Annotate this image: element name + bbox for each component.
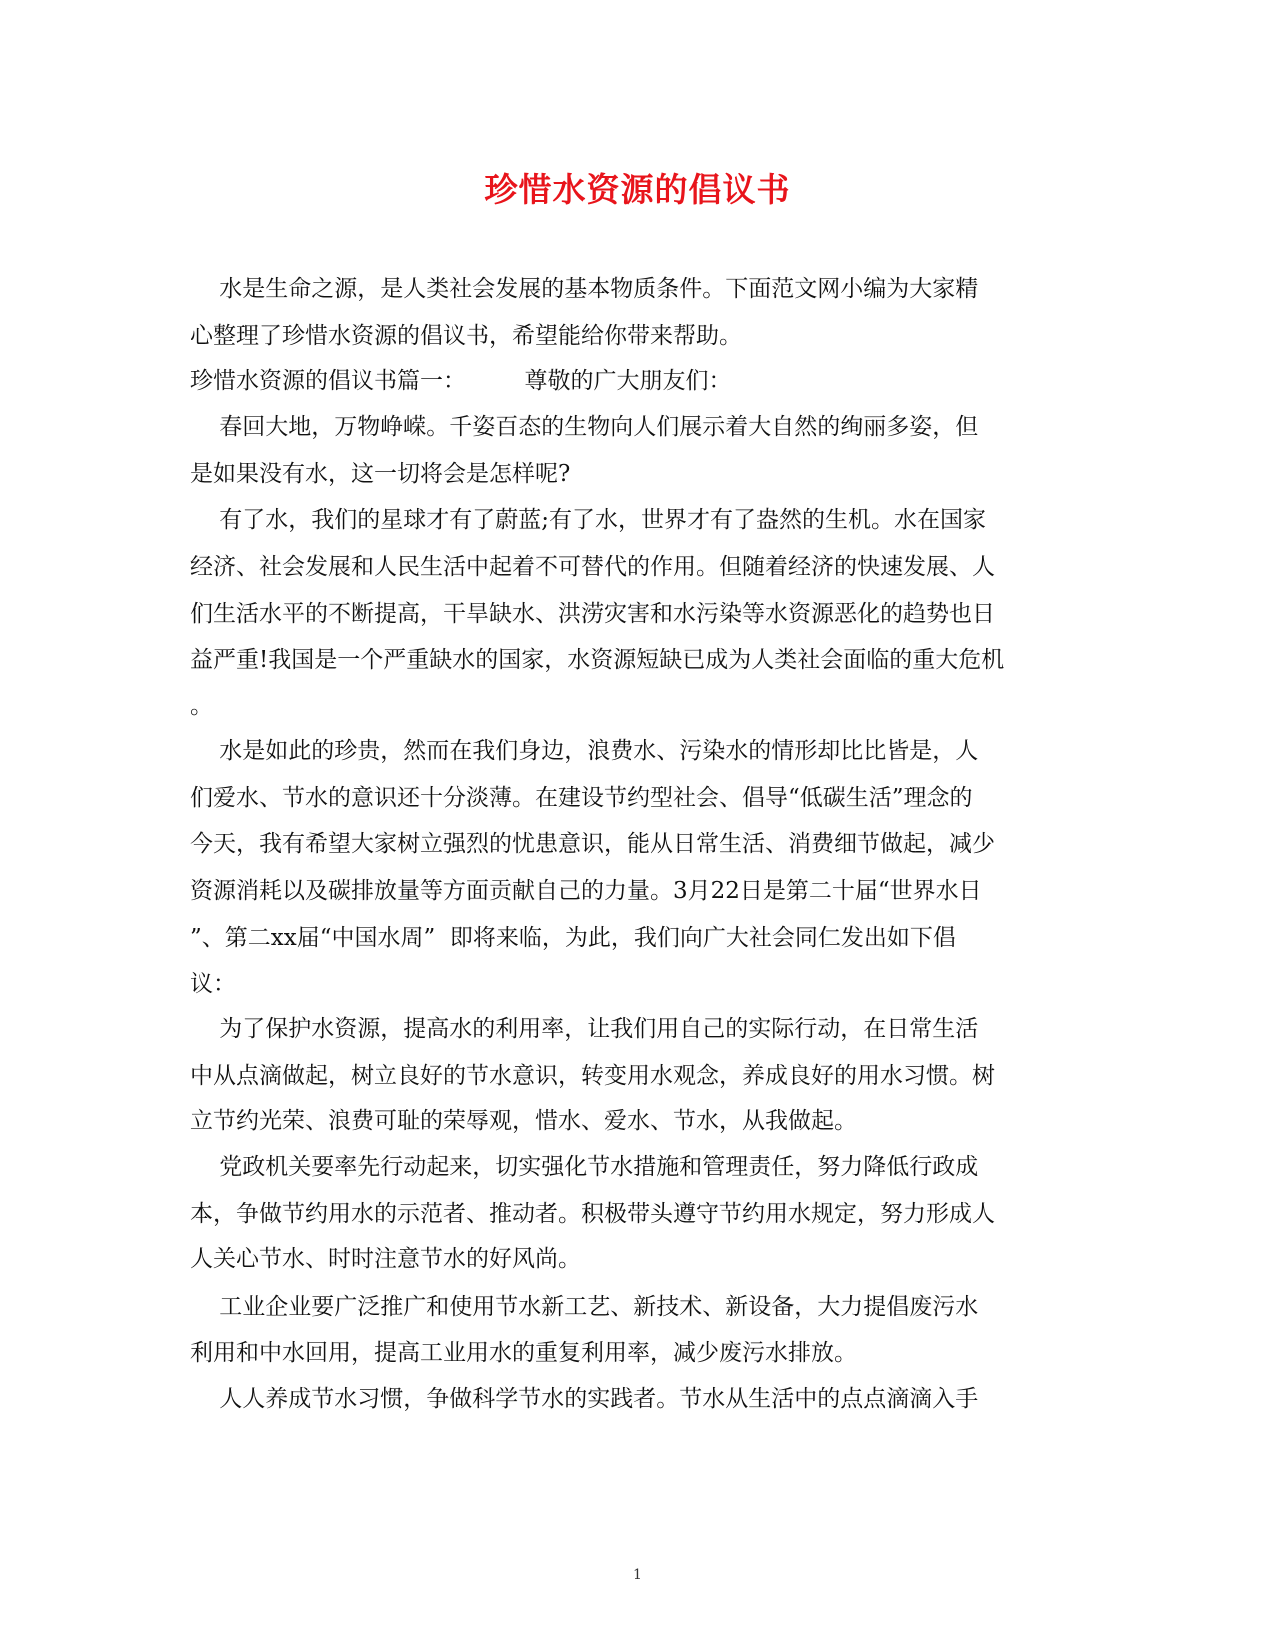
body-line: 水是生命之源，是人类社会发展的基本物质条件。下面范文网小编为大家精 bbox=[190, 276, 979, 302]
body-line: 人关心节水、时时注意节水的好风尚。 bbox=[190, 1246, 581, 1272]
body-line: 今天，我有希望大家树立强烈的忧患意识，能从日常生活、消费细节做起，减少 bbox=[190, 831, 995, 857]
body-line: 人人养成节水习惯，争做科学节水的实践者。节水从生活中的点点滴滴入手 bbox=[190, 1386, 979, 1412]
body-line: 中从点滴做起，树立良好的节水意识，转变用水观念，养成良好的用水习惯。树 bbox=[190, 1063, 995, 1089]
body-line: ”、第二xx届“中国水周” 即将来临，为此，我们向广大社会同仁发出如下倡 bbox=[190, 925, 956, 951]
body-line: 们生活水平的不断提高，干旱缺水、洪涝灾害和水污染等水资源恶化的趋势也日 bbox=[190, 601, 995, 627]
body-line: 工业企业要广泛推广和使用节水新工艺、新技术、新设备，大力提倡废污水 bbox=[190, 1294, 979, 1320]
body-line: 珍惜水资源的倡议书篇一： 尊敬的广大朋友们： bbox=[190, 368, 732, 394]
body-line: 益严重!我国是一个严重缺水的国家，水资源短缺已成为人类社会面临的重大危机 bbox=[190, 647, 1005, 673]
body-line: 是如果没有水，这一切将会是怎样呢? bbox=[190, 461, 571, 487]
body-line: 党政机关要率先行动起来，切实强化节水措施和管理责任，努力降低行政成 bbox=[190, 1154, 979, 1180]
body-line: 水是如此的珍贵，然而在我们身边，浪费水、污染水的情形却比比皆是，人 bbox=[190, 738, 979, 764]
body-line: 本，争做节约用水的示范者、推动者。积极带头遵守节约用水规定，努力形成人 bbox=[190, 1201, 995, 1227]
body-line: 利用和中水回用，提高工业用水的重复利用率，减少废污水排放。 bbox=[190, 1340, 857, 1366]
body-line: 为了保护水资源，提高水的利用率，让我们用自己的实际行动，在日常生活 bbox=[190, 1016, 979, 1042]
page-number: 1 bbox=[633, 1567, 642, 1583]
body-line: 春回大地，万物峥嵘。千姿百态的生物向人们展示着大自然的绚丽多姿，但 bbox=[190, 414, 979, 440]
body-line: 资源消耗以及碳排放量等方面贡献自己的力量。3月22日是第二十届“世界水日 bbox=[190, 878, 982, 904]
body-line: 。 bbox=[190, 693, 213, 719]
body-line: 心整理了珍惜水资源的倡议书，希望能给你带来帮助。 bbox=[190, 323, 742, 349]
body-line: 立节约光荣、浪费可耻的荣辱观，惜水、爱水、节水，从我做起。 bbox=[190, 1108, 857, 1134]
document-title: 珍惜水资源的倡议书 bbox=[484, 170, 791, 209]
body-line: 们爱水、节水的意识还十分淡薄。在建设节约型社会、倡导“低碳生活”理念的 bbox=[190, 785, 973, 811]
body-line: 有了水，我们的星球才有了蔚蓝;有了水，世界才有了盎然的生机。水在国家 bbox=[190, 507, 986, 533]
body-line: 议： bbox=[190, 971, 236, 997]
body-line: 经济、社会发展和人民生活中起着不可替代的作用。但随着经济的快速发展、人 bbox=[190, 554, 995, 580]
